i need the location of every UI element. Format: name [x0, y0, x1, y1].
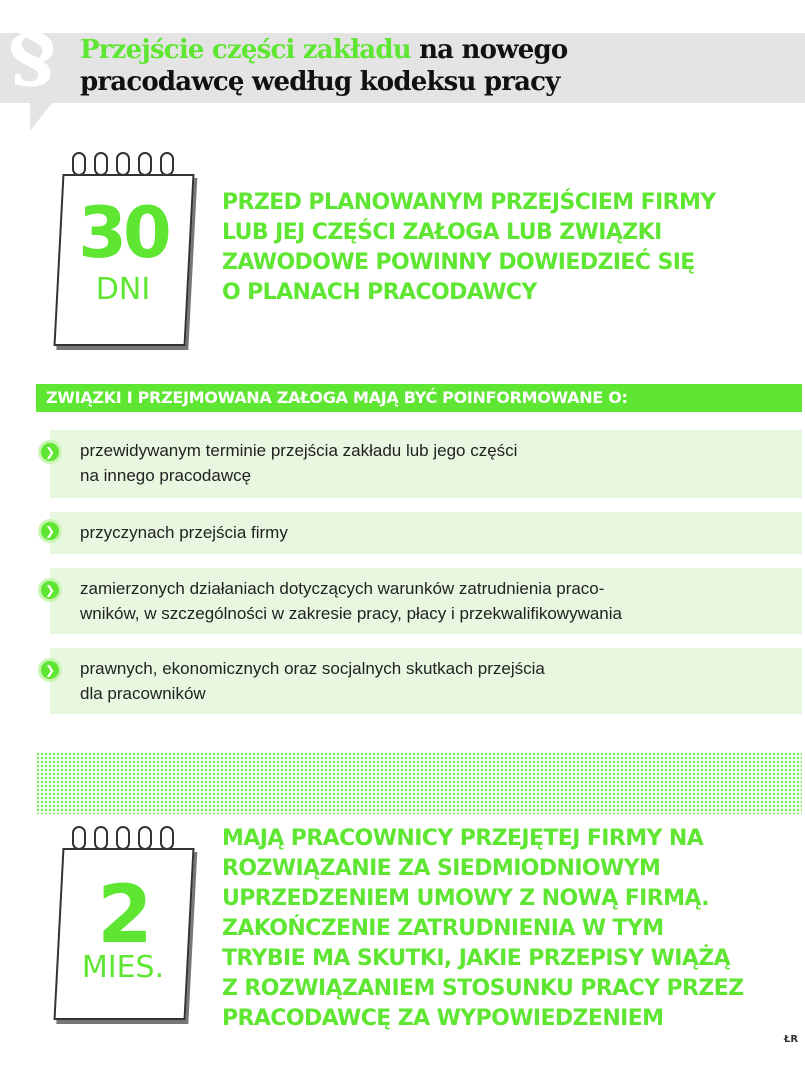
block2-text [222, 824, 744, 1034]
item-text: wników, w szczególności w zakresie pracy, płacy i przekwalifikowywania [80, 604, 622, 623]
block1-text [222, 188, 716, 308]
calendar-unit: DNI [95, 272, 151, 307]
info-heading: ZWIĄZKI I PRZEJMOWANA ZAŁOGA MAJĄ BYĆ POINFORMOWANE O: [36, 384, 802, 412]
text-line: LUB JEJ CZĘŚCI ZAŁOGA LUB ZWIĄZKI [222, 220, 662, 245]
item-text: dla pracowników [80, 684, 206, 703]
item-text: przyczynach przejścia firmy [80, 523, 288, 542]
title-green: Przejście części zakładu [80, 35, 411, 65]
text-line: PRZED PLANOWANYM PRZEJŚCIEM FIRMY [222, 190, 716, 215]
text-line: PRACODAWCĘ ZA WYPOWIEDZENIEM [222, 1006, 664, 1031]
arrow-bullet-icon: ❯ [38, 519, 62, 543]
list-item [44, 430, 802, 498]
calendar-unit: MIES. [81, 950, 165, 985]
text-line: O PLANACH PRACODAWCY [222, 280, 537, 305]
item-text: przewidywanym terminie przejścia zakładu lub jego części [80, 441, 518, 460]
list-item [44, 568, 802, 634]
paragraph-sign-icon: § [8, 0, 57, 100]
calendar-number: 30 [78, 192, 168, 274]
title-black-1: na nowego [419, 35, 568, 65]
item-text: prawnych, ekonomicznych oraz socjalnych skutkach przejścia [80, 659, 545, 678]
text-line: TRYBIE MA SKUTKI, JAKIE PRZEPISY WIĄŻĄ [222, 946, 731, 971]
calendar-icon-2-months [48, 826, 198, 1026]
text-line: UPRZEDZENIEM UMOWY Z NOWĄ FIRMĄ. [222, 886, 709, 911]
calendar-icon-30-days [48, 152, 198, 352]
text-line: ZAKOŃCZENIE ZATRUDNIENIA W TYM [222, 916, 664, 941]
author-signature: ŁR [784, 1034, 799, 1045]
text-line: MAJĄ PRACOWNICY PRZEJĘTEJ FIRMY NA [222, 826, 704, 851]
list-item [44, 648, 802, 714]
arrow-bullet-icon: ❯ [38, 578, 62, 602]
text-line: Z ROZWIĄZANIEM STOSUNKU PRACY PRZEZ [222, 976, 744, 1001]
arrow-bullet-icon: ❯ [38, 440, 62, 464]
title-black-2: pracodawcę według kodeksu pracy [80, 67, 560, 97]
text-line: ROZWIĄZANIE ZA SIEDMIODNIOWYM [222, 856, 661, 881]
list-item [44, 512, 802, 554]
item-text: na innego pracodawcę [80, 466, 252, 485]
arrow-bullet-icon: ❯ [38, 658, 62, 682]
item-text: zamierzonych działaniach dotyczących warunków zatrudnienia praco- [80, 579, 605, 598]
calendar-number: 2 [97, 868, 149, 961]
page-title [80, 34, 567, 98]
speech-tail [30, 103, 52, 131]
text-line: ZAWODOWE POWINNY DOWIEDZIEĆ SIĘ [222, 250, 695, 275]
dotted-divider [36, 752, 802, 814]
